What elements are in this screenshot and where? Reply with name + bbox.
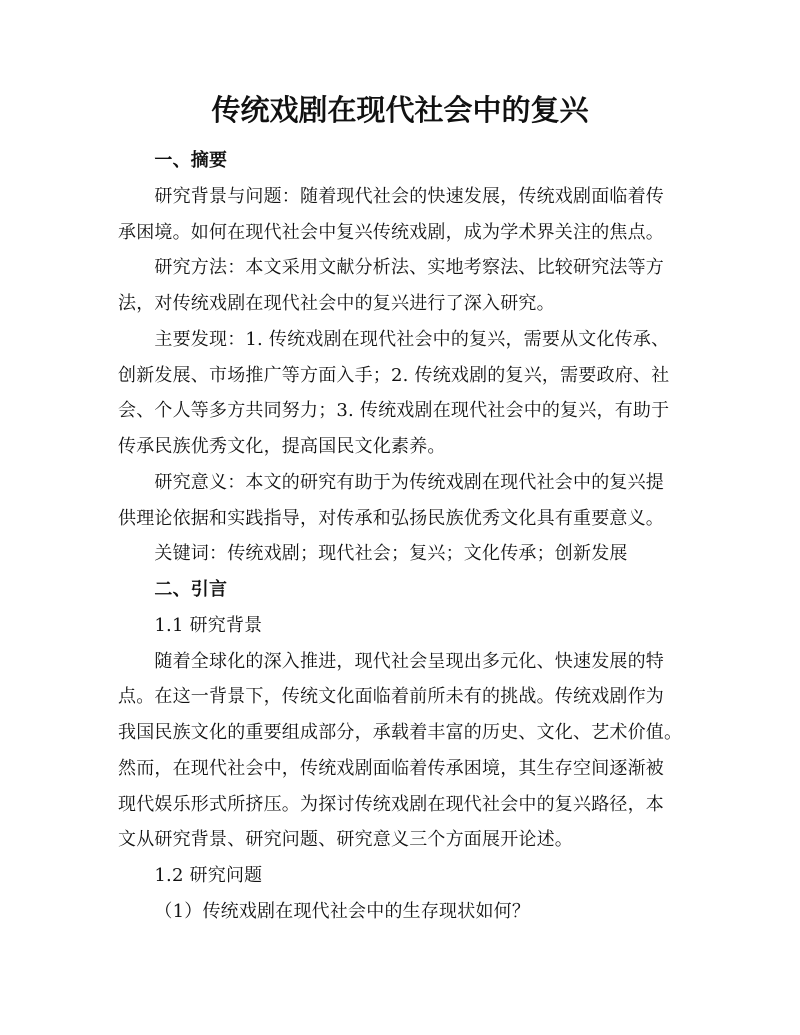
section-heading-introduction: 二、引言: [154, 579, 228, 600]
text-line: 随着全球化的深入推进，现代社会呈现出多元化、快速发展的特: [154, 650, 664, 672]
text-line: 供理论依据和实践指导，对传承和弘扬民族优秀文化具有重要意义。: [118, 507, 664, 529]
paragraph-findings: [118, 322, 682, 465]
text-line: 主要发现：1. 传统戏剧在现代社会中的复兴，需要从文化传承、: [154, 328, 670, 350]
document-title: 传统戏剧在现代社会中的复兴: [211, 93, 589, 127]
text-line: 文从研究背景、研究问题、研究意义三个方面展开论述。: [118, 829, 573, 851]
text-line: 研究意义：本文的研究有助于为传统戏剧在现代社会中的复兴提: [154, 471, 664, 493]
paragraph-background: [118, 179, 682, 251]
text-line: 研究方法：本文采用文献分析法、实地考察法、比较研究法等方: [154, 257, 664, 279]
text-line: 现代娱乐形式所挤压。为探讨传统戏剧在现代社会中的复兴路径，本: [118, 793, 664, 815]
text-line: 承困境。如何在现代社会中复兴传统戏剧，成为学术界关注的焦点。: [118, 221, 664, 243]
text-line: 点。在这一背景下，传统文化面临着前所未有的挑战。传统戏剧作为: [118, 686, 664, 708]
subsection-heading-background: 1.1 研究背景: [154, 614, 263, 636]
section-heading-abstract: 一、摘要: [154, 150, 228, 171]
document-body: [118, 143, 682, 930]
paragraph-research-background: [118, 644, 682, 859]
text-line: 创新发展、市场推广等方面入手；2. 传统戏剧的复兴，需要政府、社: [118, 364, 670, 386]
text-line: 我国民族文化的重要组成部分，承载着丰富的历史、文化、艺术价值。: [118, 722, 683, 743]
subsection-heading-questions: 1.2 研究问题: [154, 865, 263, 886]
paragraph-methods: [118, 250, 682, 322]
keywords-line: 关键词：传统戏剧；现代社会；复兴；文化传承；创新发展: [154, 543, 628, 565]
paragraph-significance: [118, 465, 682, 537]
text-line: 然而，在现代社会中，传统戏剧面临着传承困境，其生存空间逐渐被: [118, 757, 664, 779]
text-line: 研究背景与问题：随着现代社会的快速发展，传统戏剧面临着传: [154, 185, 664, 207]
text-line: 法，对传统戏剧在现代社会中的复兴进行了深入研究。: [118, 293, 555, 314]
text-line: 传承民族优秀文化，提高国民文化素养。: [118, 436, 446, 457]
text-line: 会、个人等多方共同努力；3. 传统戏剧在现代社会中的复兴，有助于: [118, 400, 670, 422]
research-question-item: （1）传统戏剧在现代社会中的生存现状如何？: [154, 900, 531, 922]
research-question-list: [118, 894, 682, 930]
